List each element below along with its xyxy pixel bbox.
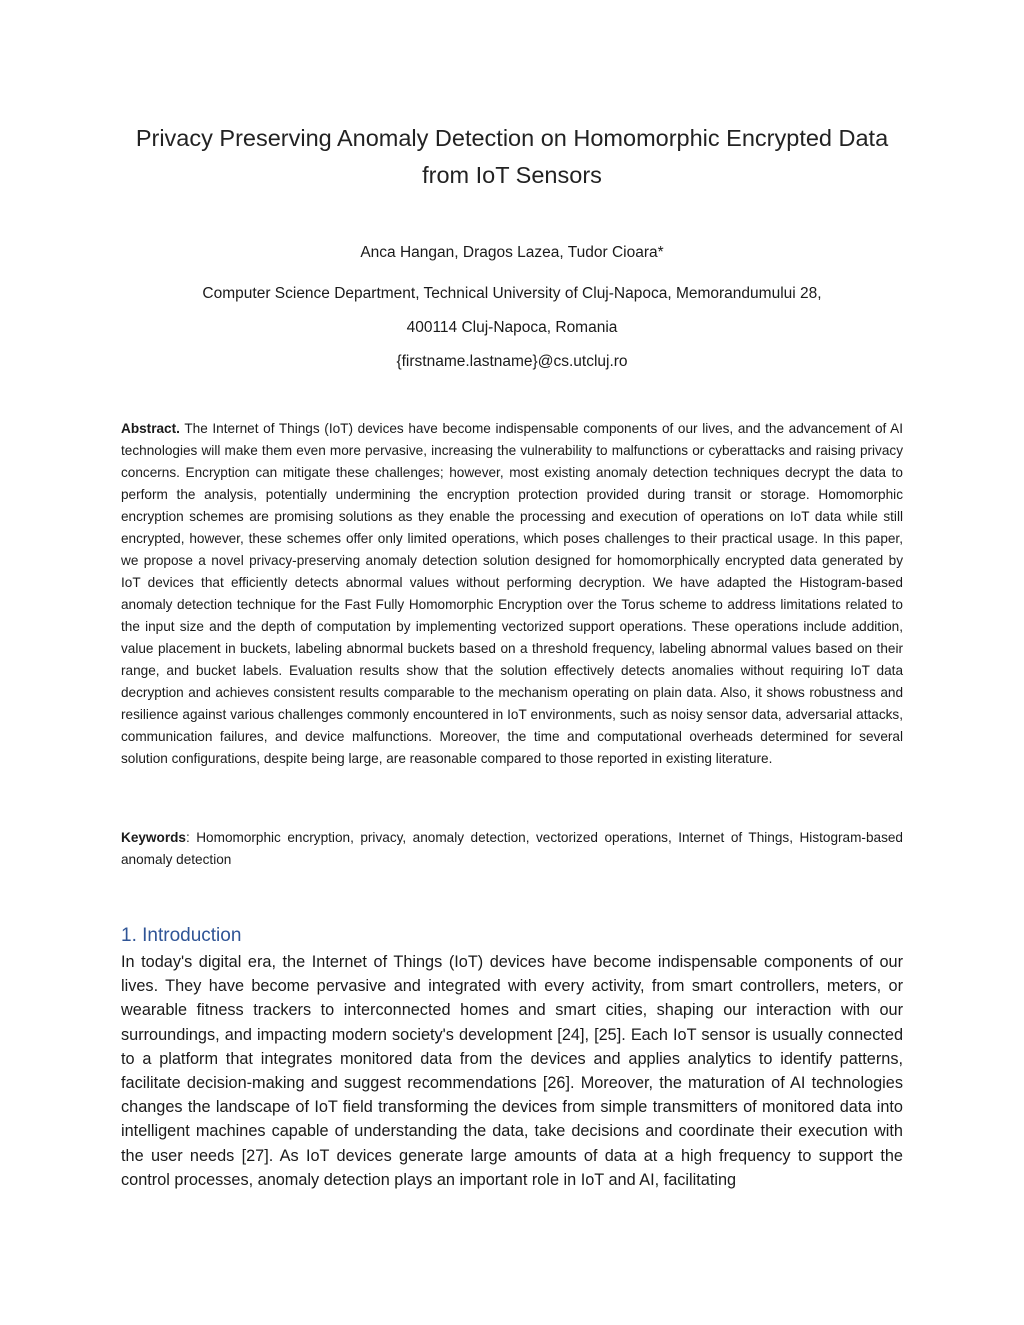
introduction-paragraph: In today's digital era, the Internet of Things (IoT) devices have become indispensable components of our lives. They have become pervasive and integrated with every activity, from smart controllers, meters, or wearable fitness trackers to interconnected homes and smart cities, shaping our interaction with our surroundings, and impacting modern society's development [24], [25]. Each IoT sensor is usually connected to a platform that integrates monitored data from the devices and applies analytics to identify patterns, facilitate decision-making and suggest recommendations [26]. Moreover, the maturation of AI technologies changes the landscape of IoT field transforming the devices from simple transmitters of monitored data into intelligent machines capable of understanding the data, take decisions and coordinate their execution with the user needs [27]. As IoT devices generate large amounts of data at a high frequency to support the control processes, anomaly detection plays an important role in IoT and AI, facilitating: [121, 953, 903, 1189]
keywords: [121, 827, 903, 871]
section-heading-introduction: 1. Introduction: [121, 925, 242, 946]
author-list: Anca Hangan, Dragos Lazea, Tudor Cioara*: [360, 244, 664, 261]
affiliation-line-1: Computer Science Department, Technical University of Cluj-Napoca, Memorandumului 28,: [202, 285, 822, 302]
paper-title: [121, 120, 903, 194]
author-email: {firstname.lastname}@cs.utcluj.ro: [396, 353, 628, 370]
abstract: [121, 418, 903, 770]
affiliation: [121, 277, 903, 379]
abstract-label: Abstract.: [121, 421, 180, 436]
title-line-2: from IoT Sensors: [422, 162, 602, 188]
keywords-text: : Homomorphic encryption, privacy, anomaly detection, vectorized operations, Internet of Things, Histogram-based anomaly detection: [121, 830, 903, 867]
title-line-1: Privacy Preserving Anomaly Detection on Homomorphic Encrypted Data: [135, 125, 889, 151]
keywords-label: Keywords: [121, 830, 186, 845]
abstract-text: The Internet of Things (IoT) devices have become indispensable components of our lives, and the advancement of AI technologies will make them even more pervasive, increasing the vulnerability to malfunctions or cyberattacks and raising privacy concerns. Encryption can mitigate these challenges; however, most existing anomaly detection techniques decrypt the data to perform the analysis, potentially undermining the encryption protection provided during transit or storage. Homomorphic encryption schemes are promising solutions as they enable the processing and execution of operations on IoT data while still encrypted, however, these schemes offer only limited operations, which poses challenges to their practical usage. In this paper, we propose a novel privacy-preserving anomaly detection solution designed for homomorphically encrypted data generated by IoT devices that efficiently detects abnormal values without performing decryption. We have adapted the Histogram-based anomaly detection technique for the Fast Fully Homomorphic Encryption over the Torus scheme to address limitations related to the input size and the depth of computation by implementing vectorized support operations. These operations include addition, value placement in buckets, labeling abnormal buckets based on a threshold frequency, labeling abnormal values based on their range, and bucket labels. Evaluation results show that the solution effectively detects anomalies without requiring IoT data decryption and achieves consistent results comparable to the mechanism operating on plain data. Also, it shows robustness and resilience against various challenges commonly encountered in IoT environments, such as noisy sensor data, adversarial attacks, communication failures, and device malfunctions. Moreover, the time and computational overheads determined for several solution configurations, despite being large, are reasonable compared to those reported in existing literature.: [121, 421, 904, 766]
affiliation-line-2: 400114 Cluj-Napoca, Romania: [406, 319, 618, 336]
